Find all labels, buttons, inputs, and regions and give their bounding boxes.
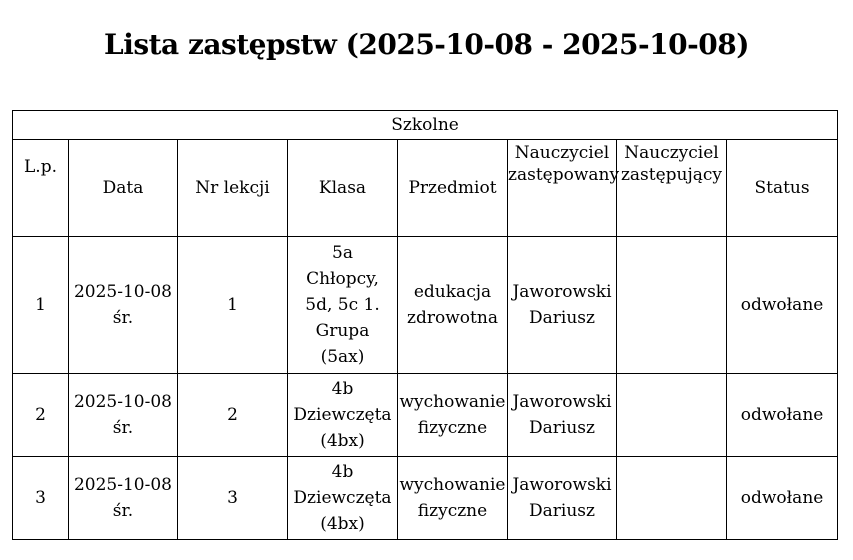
cell-day-value: śr.	[112, 308, 134, 328]
cell-lesson: 2	[178, 374, 288, 457]
cell-date	[69, 457, 178, 540]
column-header-row	[13, 140, 838, 237]
cell-date	[69, 237, 178, 374]
cell-lesson: 1	[178, 237, 288, 374]
cell-class-line: 4b	[331, 462, 354, 482]
column-header-class: Klasa	[288, 140, 398, 237]
section-title: Szkolne	[13, 111, 838, 140]
column-header-substitute-teacher-line1: Nauczyciel	[624, 143, 719, 163]
cell-class-line: Chłopcy,	[306, 269, 379, 289]
cell-class-line: 5d, 5c 1.	[305, 295, 380, 315]
cell-subject-line: wychowanie	[399, 475, 506, 495]
cell-class-line: (5ax)	[320, 347, 365, 367]
cell-lp: 2	[13, 374, 69, 457]
cell-class	[288, 237, 398, 374]
cell-class-line: Dziewczęta	[293, 488, 392, 508]
column-header-absent-teacher	[508, 140, 620, 237]
cell-day-value: śr.	[112, 501, 134, 521]
cell-absent-teacher	[508, 237, 617, 374]
cell-class-line: Dziewczęta	[293, 405, 392, 425]
cell-subject-line: edukacja	[413, 282, 492, 302]
cell-date	[69, 374, 178, 457]
column-header-subject: Przedmiot	[398, 140, 508, 237]
cell-lp: 1	[13, 237, 69, 374]
column-header-substitute-teacher	[617, 140, 727, 237]
table-row	[13, 237, 838, 374]
cell-class-line: 4b	[331, 379, 354, 399]
cell-class	[288, 374, 398, 457]
cell-absent-teacher-line: Jaworowski	[512, 475, 612, 495]
cell-subject-line: fizyczne	[417, 418, 488, 438]
cell-absent-teacher	[508, 457, 617, 540]
cell-absent-teacher-line: Dariusz	[529, 308, 595, 328]
cell-date-value: 2025-10-08	[73, 282, 172, 302]
cell-subject-line: zdrowotna	[407, 308, 498, 328]
column-header-absent-teacher-line2: zastępowany	[508, 165, 620, 185]
cell-status: odwołane	[727, 374, 838, 457]
cell-day-value: śr.	[112, 418, 134, 438]
cell-absent-teacher-line: Jaworowski	[512, 392, 612, 412]
cell-substitute-teacher	[617, 237, 727, 374]
cell-absent-teacher	[508, 374, 617, 457]
column-header-lesson: Nr lekcji	[178, 140, 288, 237]
cell-date-value: 2025-10-08	[73, 475, 172, 495]
cell-absent-teacher-line: Dariusz	[529, 418, 595, 438]
cell-subject	[398, 374, 508, 457]
column-header-date: Data	[69, 140, 178, 237]
cell-class	[288, 457, 398, 540]
cell-status: odwołane	[727, 237, 838, 374]
cell-subject	[398, 457, 508, 540]
cell-substitute-teacher	[617, 374, 727, 457]
cell-class-line: Grupa	[315, 321, 370, 341]
cell-absent-teacher-line: Jaworowski	[512, 282, 612, 302]
cell-class-line: (4bx)	[320, 431, 365, 451]
column-header-substitute-teacher-line2: zastępujący	[620, 165, 723, 185]
cell-subject-line: wychowanie	[399, 392, 506, 412]
table-row	[13, 374, 838, 457]
cell-substitute-teacher	[617, 457, 727, 540]
cell-status: odwołane	[727, 457, 838, 540]
cell-lp: 3	[13, 457, 69, 540]
cell-class-line: (4bx)	[320, 514, 365, 534]
column-header-status: Status	[727, 140, 838, 237]
table-row	[13, 457, 838, 540]
column-header-absent-teacher-line1: Nauczyciel	[514, 143, 610, 163]
page-title: Lista zastępstw (2025-10-08 - 2025-10-08)	[104, 28, 749, 61]
cell-date-value: 2025-10-08	[73, 392, 172, 412]
section-header-row	[13, 111, 838, 140]
column-header-lp: L.p.	[13, 140, 69, 237]
cell-subject-line: fizyczne	[417, 501, 488, 521]
cell-lesson: 3	[178, 457, 288, 540]
substitutions-table	[12, 110, 838, 540]
cell-class-line: 5a	[332, 243, 353, 263]
cell-absent-teacher-line: Dariusz	[529, 501, 595, 521]
cell-subject	[398, 237, 508, 374]
